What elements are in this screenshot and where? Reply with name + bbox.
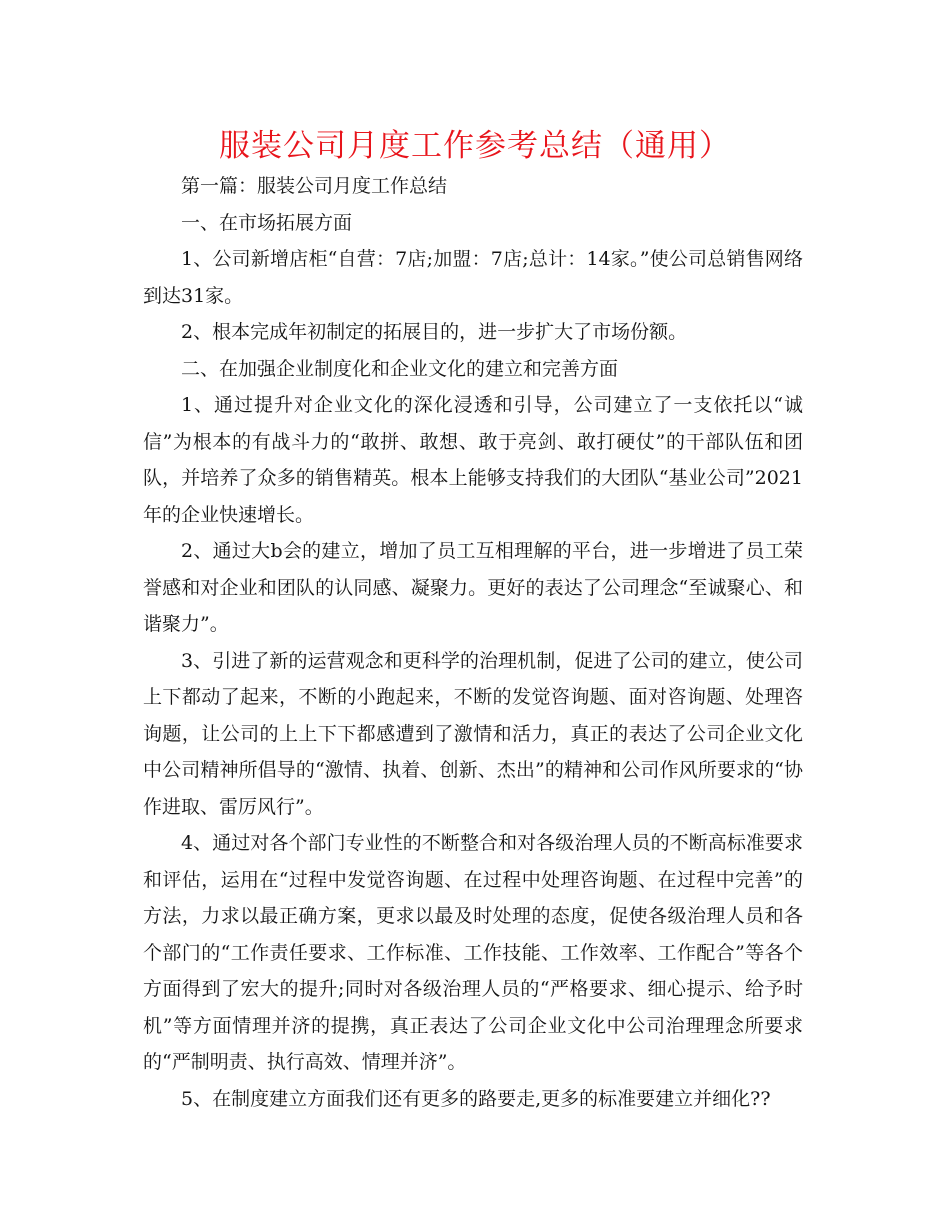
paragraph-section-2-item-2: 2、通过大b会的建立，增加了员工互相理解的平台，进一步增进了员工荣誉感和对企业和团队的认同感、凝聚力。更好的表达了公司理念“至诚聚心、和谐聚力”。 [143,540,803,635]
paragraph-subtitle: 第一篇：服装公司月度工作总结 [181,175,448,197]
paragraph-section-2-item-5: 5、在制度建立方面我们还有更多的路要走,更多的标准要建立并细化?? [181,1087,771,1110]
paragraph-section-2-item-3: 3、引进了新的运营观念和更科学的治理机制，促进了公司的建立，使公司上下都动了起来，不断的小跑起来，不断的发觉咨询题、面对咨询题、处理咨询题，让公司的上上下下都感遭到了激情和活力，真正的表达了公司企业文化中公司精神所倡导的“激情、执着、创新、杰出”的精神和公司作风所要求的“协作进取、雷厉风行”。 [143,649,803,818]
paragraph-section-1-item-1: 1、公司新增店柜“自营：7店;加盟：7店;总计：14家。”使公司总销售网络到达31家。 [143,248,803,307]
paragraph-section-2-item-4: 4、通过对各个部门专业性的不断整合和对各级治理人员的不断高标准要求和评估，运用在“过程中发觉咨询题、在过程中处理咨询题、在过程中完善”的方法，力求以最正确方案，更求以最及时处理的态度，促使各级治理人员和各个部门的“工作责任要求、工作标准、工作技能、工作效率、工作配合”等各个方面得到了宏大的提升;同时对各级治理人员的“严格要求、细心提示、给予时机”等方面情理并济的提携，真正表达了公司企业文化中公司治理理念所要求的“严制明责、执行高效、情理并济”。 [143,832,803,1073]
paragraph-section-1-item-2: 2、根本完成年初制定的拓展目的，进一步扩大了市场份额。 [181,321,688,343]
paragraph-section-2-heading: 二、在加强企业制度化和企业文化的建立和完善方面 [181,357,619,380]
paragraph-section-1-heading: 一、在市场拓展方面 [181,211,353,234]
document-title: 服装公司月度工作参考总结（通用） [219,128,731,164]
document-body [143,168,803,1117]
paragraph-section-2-item-1: 1、通过提升对企业文化的深化浸透和引导，公司建立了一支依托以“诚信”为根本的有战斗力的“敢拼、敢想、敢于亮剑、敢打硬仗”的干部队伍和团队，并培养了众多的销售精英。根本上能够支持我们的大团队“基业公司”2021年的企业快速增长。 [143,394,803,526]
